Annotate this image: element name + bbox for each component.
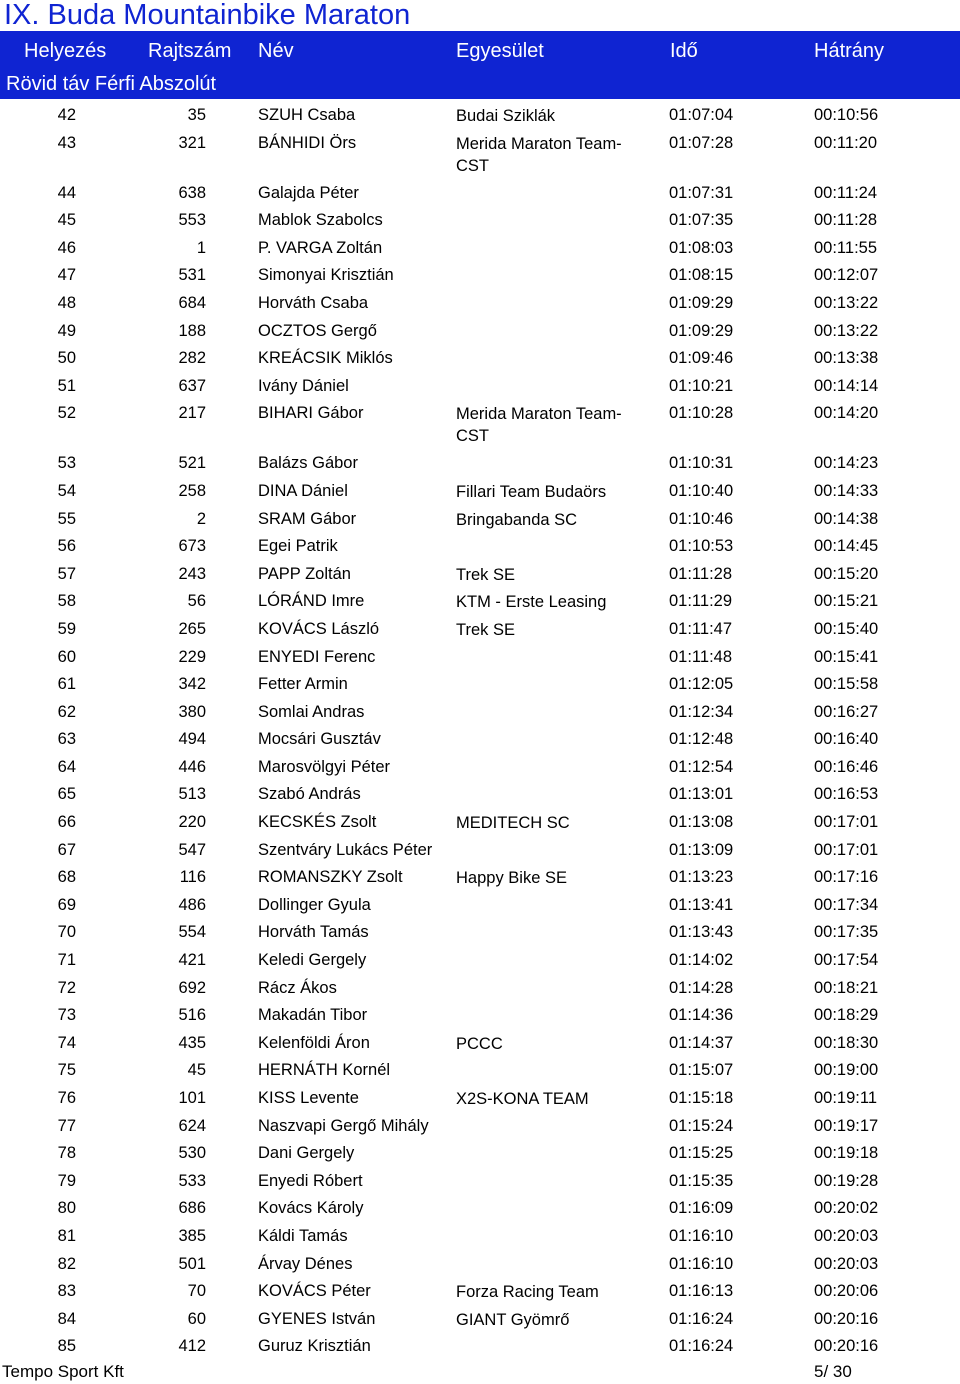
name-cell: Simonyai Krisztián [258,266,394,285]
gap-cell: 00:17:16 [814,868,879,887]
position-cell: 62 [57,702,76,721]
gap-cell: 00:16:40 [814,730,879,749]
name-cell: KOVÁCS Péter [258,1282,371,1301]
name-cell: Rácz Ákos [258,978,337,997]
results-table [0,102,960,1361]
time-cell: 01:11:28 [669,564,733,583]
position-cell: 80 [57,1199,76,1218]
table-row [0,1140,960,1168]
bib-cell: 342 [178,675,206,694]
position-cell: 71 [57,951,76,970]
name-cell: SZUH Csaba [258,106,356,124]
position-cell: 72 [57,978,76,997]
name-cell: Balázs Gábor [258,454,358,473]
gap-cell: 00:14:23 [814,454,879,473]
gap-cell: 00:15:21 [814,592,879,611]
name-cell: Ivány Dániel [258,376,349,395]
time-cell: 01:15:24 [669,1116,734,1135]
table-row [0,533,960,561]
position-cell: 73 [57,1006,76,1025]
gap-cell: 00:19:17 [814,1116,879,1135]
bib-cell: 686 [178,1199,206,1218]
table-row [0,1306,960,1334]
bib-cell: 547 [178,840,206,859]
gap-cell: 00:14:38 [814,509,879,528]
time-cell: 01:12:05 [669,675,734,694]
name-cell: KECSKÉS Zsolt [258,813,377,832]
name-cell: Káldi Tamás [258,1226,348,1245]
table-row [0,975,960,1003]
time-cell: 01:16:09 [669,1199,734,1218]
bib-cell: 624 [178,1116,206,1135]
table-row [0,1251,960,1279]
position-cell: 84 [57,1309,76,1328]
column-header-bib: Rajtszám [148,40,232,62]
position-cell: 43 [57,133,76,152]
name-cell: P. VARGA Zoltán [258,238,383,257]
position-cell: 46 [57,238,76,257]
bib-cell: 421 [178,951,206,970]
position-cell: 75 [57,1061,76,1080]
name-cell: Makadán Tibor [258,1006,368,1025]
time-cell: 01:08:03 [669,238,734,257]
position-cell: 57 [57,564,76,583]
name-cell: OCZTOS Gergő [258,321,377,340]
gap-cell: 00:17:54 [814,951,879,970]
page-title: IX. Buda Mountainbike Maraton [4,0,411,31]
bib-cell: 229 [178,647,206,666]
bib-cell: 220 [178,813,206,832]
table-row [0,235,960,263]
table-row [0,478,960,506]
gap-cell: 00:11:28 [814,211,878,230]
name-cell: Guruz Krisztián [258,1337,371,1356]
position-cell: 61 [57,675,76,694]
name-cell: Fetter Armin [258,675,348,694]
category-label: Rövid táv Férfi Abszolút [6,73,217,95]
position-cell: 47 [57,266,76,285]
name-cell: Galajda Péter [258,183,359,202]
time-cell: 01:14:36 [669,1006,734,1025]
club-cell: PCCC [456,1034,503,1053]
table-row [0,290,960,318]
table-row [0,506,960,534]
position-cell: 81 [57,1226,76,1245]
bib-cell: 282 [178,349,206,368]
name-cell: Marosvölgyi Péter [258,757,391,776]
position-cell: 48 [57,293,76,312]
time-cell: 01:11:29 [669,592,733,611]
table-row [0,262,960,290]
bib-cell: 494 [178,730,206,749]
table-row [0,373,960,401]
bib-cell: 258 [178,481,206,500]
position-cell: 54 [57,481,76,500]
name-cell: Szentváry Lukács Péter [258,840,433,859]
bib-cell: 446 [178,757,206,776]
name-cell: ROMANSZKY Zsolt [258,868,403,887]
name-cell: Kelenföldi Áron [258,1033,370,1052]
bib-cell: 116 [179,868,206,887]
time-cell: 01:14:37 [669,1033,734,1052]
gap-cell: 00:19:11 [814,1089,878,1107]
position-cell: 79 [57,1171,76,1190]
gap-cell: 00:15:40 [814,619,879,638]
club-cell: GIANT Gyömrő [456,1310,570,1329]
bib-cell: 265 [178,619,206,638]
gap-cell: 00:20:16 [814,1337,879,1356]
time-cell: 01:13:41 [669,895,734,914]
name-cell: ENYEDI Ferenc [258,647,376,666]
bib-cell: 673 [178,537,206,556]
table-row [0,644,960,672]
position-cell: 82 [57,1254,76,1273]
table-row [0,864,960,892]
time-cell: 01:14:28 [669,978,734,997]
gap-cell: 00:17:34 [814,895,879,914]
column-header-club: Egyesület [456,40,544,62]
bib-cell: 637 [178,376,206,395]
name-cell: Somlai Andras [258,702,365,721]
club-cell: Budai Sziklák [456,107,556,125]
name-cell: Horváth Tamás [258,923,369,942]
time-cell: 01:07:31 [669,183,734,202]
gap-cell: 00:20:03 [814,1254,879,1273]
name-cell: Horváth Csaba [258,293,369,312]
club-cell: MEDITECH SC [456,814,570,833]
table-row [0,102,960,130]
table-row [0,1168,960,1196]
time-cell: 01:10:28 [669,404,734,423]
position-cell: 69 [57,895,76,914]
bib-cell: 1 [196,238,206,257]
position-cell: 63 [57,730,76,749]
position-cell: 42 [57,106,76,124]
column-header-position: Helyezés [24,40,107,62]
name-cell: Mablok Szabolcs [258,211,383,230]
position-cell: 66 [57,813,76,832]
gap-cell: 00:17:01 [814,813,879,832]
bib-cell: 217 [178,404,206,423]
gap-cell: 00:13:22 [814,293,879,312]
bib-cell: 501 [178,1254,206,1273]
table-row [0,671,960,699]
time-cell: 01:10:21 [669,376,734,395]
table-row [0,588,960,616]
time-cell: 01:16:10 [669,1254,734,1273]
name-cell: BÁNHIDI Örs [258,133,357,152]
position-cell: 56 [57,537,76,556]
table-row [0,1002,960,1030]
column-header-name: Név [258,40,294,62]
table-row [0,919,960,947]
club-cell: Bringabanda SC [456,510,578,529]
bib-cell: 56 [187,592,206,611]
position-cell: 50 [57,349,76,368]
name-cell: Dani Gergely [258,1144,355,1163]
time-cell: 01:12:34 [669,702,734,721]
gap-cell: 00:14:45 [814,537,879,556]
time-cell: 01:13:01 [669,785,734,804]
gap-cell: 00:11:20 [814,133,878,152]
gap-cell: 00:16:27 [814,702,879,721]
gap-cell: 00:19:00 [814,1061,879,1080]
position-cell: 83 [57,1282,76,1301]
bib-cell: 380 [178,702,206,721]
name-cell: Dollinger Gyula [258,895,371,914]
table-row [0,947,960,975]
bib-cell: 513 [178,785,206,804]
gap-cell: 00:16:53 [814,785,879,804]
name-cell: PAPP Zoltán [258,564,351,583]
position-cell: 64 [57,757,76,776]
gap-cell: 00:18:29 [814,1006,879,1025]
time-cell: 01:13:23 [669,868,734,887]
time-cell: 01:13:08 [669,813,734,832]
table-row [0,450,960,478]
gap-cell: 00:13:38 [814,349,879,368]
bib-cell: 530 [178,1144,206,1163]
gap-cell: 00:20:06 [814,1282,879,1301]
position-cell: 59 [57,619,76,638]
table-row [0,616,960,644]
time-cell: 01:09:46 [669,349,734,368]
footer-company: Tempo Sport Kft [2,1362,124,1381]
time-cell: 01:16:10 [669,1226,734,1245]
name-cell: Keledi Gergely [258,951,367,970]
page-number: 5/ 30 [814,1362,852,1381]
title-bar [0,0,960,31]
table-row [0,1113,960,1141]
club-cell: KTM - Erste Leasing [456,593,607,612]
gap-cell: 00:18:30 [814,1033,879,1052]
table-row [0,400,960,450]
time-cell: 01:11:47 [669,619,733,638]
bib-cell: 692 [178,978,206,997]
position-cell: 58 [57,592,76,611]
gap-cell: 00:14:14 [814,376,879,395]
name-cell: GYENES István [258,1309,376,1328]
bib-cell: 60 [187,1309,206,1328]
time-cell: 01:08:15 [669,266,734,285]
bib-cell: 70 [187,1282,206,1301]
time-cell: 01:16:24 [669,1337,734,1356]
gap-cell: 00:11:24 [814,183,878,202]
table-row [0,726,960,754]
time-cell: 01:16:24 [669,1309,734,1328]
table-row [0,1195,960,1223]
gap-cell: 00:18:21 [814,978,879,997]
club-cell: Happy Bike SE [456,869,567,888]
time-cell: 01:10:53 [669,537,734,556]
club-cell: Forza Racing Team [456,1283,599,1302]
position-cell: 49 [57,321,76,340]
time-cell: 01:12:48 [669,730,734,749]
time-cell: 01:07:04 [669,106,734,124]
time-cell: 01:10:31 [669,454,734,473]
table-row [0,1030,960,1058]
position-cell: 78 [57,1144,76,1163]
club-cell: Merida Maraton Team-CST [456,405,622,446]
gap-cell: 00:17:01 [814,840,879,859]
bib-cell: 553 [178,211,206,230]
name-cell: Naszvapi Gergő Mihály [258,1116,429,1135]
position-cell: 52 [57,404,76,423]
time-cell: 01:11:48 [669,647,733,666]
position-cell: 65 [57,785,76,804]
time-cell: 01:15:25 [669,1144,734,1163]
club-cell: Trek SE [456,620,515,639]
table-row [0,561,960,589]
position-cell: 74 [57,1033,76,1052]
position-cell: 60 [57,647,76,666]
table-row [0,1223,960,1251]
position-cell: 53 [57,454,76,473]
name-cell: DINA Dániel [258,481,348,500]
gap-cell: 00:17:35 [814,923,879,942]
name-cell: KREÁCSIK Miklós [258,349,393,368]
table-row [0,180,960,208]
gap-cell: 00:11:55 [814,238,878,257]
bib-cell: 385 [178,1226,206,1245]
time-cell: 01:14:02 [669,951,734,970]
time-cell: 01:07:35 [669,211,734,230]
position-cell: 55 [57,509,76,528]
club-cell: X2S-KONA TEAM [456,1090,589,1108]
gap-cell: 00:19:18 [814,1144,879,1163]
position-cell: 70 [57,923,76,942]
gap-cell: 00:20:03 [814,1226,879,1245]
position-cell: 77 [57,1116,76,1135]
table-row [0,345,960,373]
name-cell: LÓRÁND Imre [258,592,365,611]
time-cell: 01:10:46 [669,509,734,528]
position-cell: 68 [57,868,76,887]
bib-cell: 2 [196,509,206,528]
name-cell: Egei Patrik [258,537,338,556]
name-cell: KOVÁCS László [258,619,380,638]
time-cell: 01:13:43 [669,923,734,942]
table-row [0,130,960,180]
gap-cell: 00:20:16 [814,1309,879,1328]
time-cell: 01:12:54 [669,757,734,776]
time-cell: 01:10:40 [669,481,734,500]
column-header-gap: Hátrány [814,40,885,62]
name-cell: Árvay Dénes [258,1254,353,1273]
gap-cell: 00:12:07 [814,266,879,285]
bib-cell: 35 [187,106,206,124]
time-cell: 01:15:07 [669,1061,734,1080]
bib-cell: 45 [187,1061,206,1080]
name-cell: Szabó András [258,785,361,804]
time-cell: 01:15:18 [669,1089,734,1107]
position-cell: 76 [57,1089,76,1107]
column-header-time: Idő [670,40,698,62]
bib-cell: 243 [178,564,206,583]
gap-cell: 00:15:20 [814,564,879,583]
table-row [0,781,960,809]
name-cell: Kovács Károly [258,1199,364,1218]
club-cell: Fillari Team Budaörs [456,482,607,501]
time-cell: 01:15:35 [669,1171,734,1190]
bib-cell: 516 [178,1006,206,1025]
gap-cell: 00:10:56 [814,106,879,124]
club-cell: Trek SE [456,565,515,584]
club-cell: Merida Maraton Team-CST [456,134,622,175]
gap-cell: 00:19:28 [814,1171,879,1190]
table-row [0,699,960,727]
name-cell: KISS Levente [258,1089,359,1107]
gap-cell: 00:14:20 [814,404,879,423]
gap-cell: 00:14:33 [814,481,879,500]
table-row [0,892,960,920]
time-cell: 01:09:29 [669,293,734,312]
bib-cell: 435 [178,1033,206,1052]
bib-cell: 638 [178,183,206,202]
bib-cell: 188 [178,321,206,340]
position-cell: 85 [57,1337,76,1356]
time-cell: 01:13:09 [669,840,734,859]
time-cell: 01:07:28 [669,133,734,152]
bib-cell: 321 [178,133,206,152]
position-cell: 51 [57,376,76,395]
bib-cell: 412 [178,1337,206,1356]
position-cell: 67 [57,840,76,859]
gap-cell: 00:15:41 [814,647,879,666]
time-cell: 01:16:13 [669,1282,734,1301]
name-cell: Enyedi Róbert [258,1171,363,1190]
table-row [0,1278,960,1306]
table-row [0,809,960,837]
table-row [0,207,960,235]
table-row [0,1057,960,1085]
name-cell: SRAM Gábor [258,509,357,528]
bib-cell: 531 [178,266,206,285]
table-row [0,318,960,346]
time-cell: 01:09:29 [669,321,734,340]
name-cell: HERNÁTH Kornél [258,1061,391,1080]
table-row [0,754,960,782]
gap-cell: 00:13:22 [814,321,879,340]
position-cell: 44 [57,183,76,202]
table-row [0,837,960,865]
gap-cell: 00:15:58 [814,675,879,694]
position-cell: 45 [57,211,76,230]
page-footer [0,1361,960,1384]
table-header [0,31,960,99]
bib-cell: 533 [178,1171,206,1190]
table-row [0,1333,960,1361]
bib-cell: 521 [178,454,206,473]
gap-cell: 00:16:46 [814,757,879,776]
gap-cell: 00:20:02 [814,1199,879,1218]
name-cell: Mocsári Gusztáv [258,730,381,749]
bib-cell: 684 [178,293,206,312]
bib-cell: 554 [178,923,206,942]
table-row [0,1085,960,1113]
bib-cell: 486 [178,895,206,914]
name-cell: BIHARI Gábor [258,404,364,423]
bib-cell: 101 [178,1089,206,1107]
